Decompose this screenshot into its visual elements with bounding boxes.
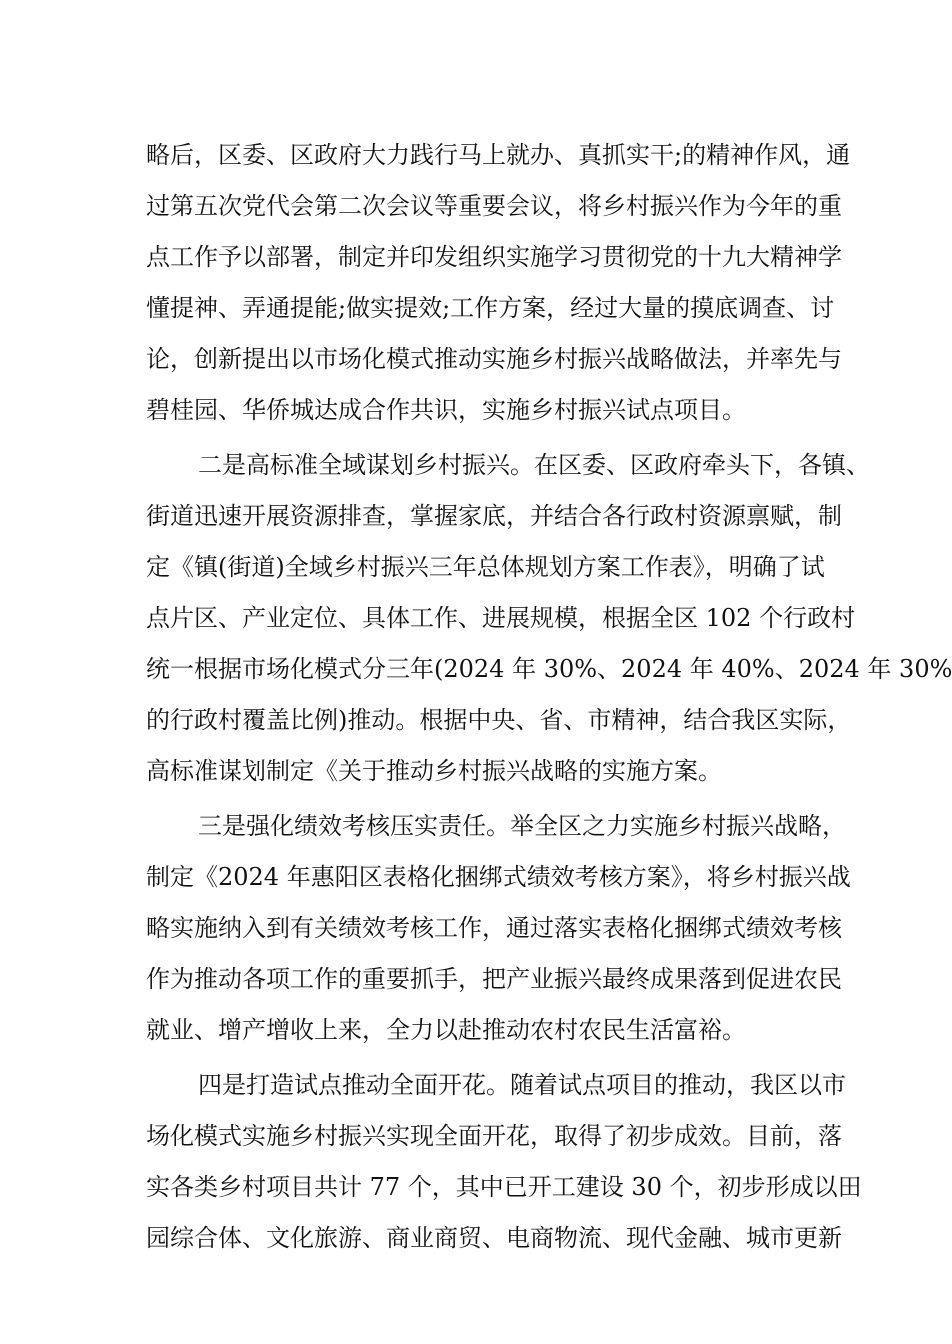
text-line: 高标准谋划制定《关于推动乡村振兴战略的实施方案。	[146, 757, 722, 785]
text-line: 碧桂园、华侨城达成合作共识，实施乡村振兴试点项目。	[146, 396, 746, 424]
text-line: 点片区、产业定位、具体工作、进展规模，根据全区 102 个行政村	[146, 604, 856, 632]
text-line: 略后，区委、区政府大力践行马上就办、真抓实干;的精神作风，通	[146, 141, 851, 169]
text-line: 实各类乡村项目共计 77 个，其中已开工建设 30 个，初步形成以田	[146, 1173, 862, 1201]
paragraph-3	[146, 801, 851, 1056]
text-line: 园综合体、文化旅游、商业商贸、电商物流、现代金融、城市更新	[146, 1224, 842, 1252]
text-line: 过第五次党代会第二次会议等重要会议，将乡村振兴作为今年的重	[146, 192, 842, 220]
document-body	[146, 130, 952, 1264]
text-line: 定《镇(街道)全域乡村振兴三年总体规划方案工作表》，明确了试	[146, 553, 825, 581]
paragraph-1	[146, 130, 851, 436]
text-line: 统一根据市场化模式分三年(2024 年 30%、2024 年 40%、2024 年 30%	[146, 655, 952, 683]
text-line: 二是高标准全域谋划乡村振兴。在区委、区政府牵头下，各镇、	[198, 451, 870, 479]
paragraph-4	[146, 1060, 862, 1264]
text-line: 略实施纳入到有关绩效考核工作，通过落实表格化捆绑式绩效考核	[146, 914, 842, 942]
text-line: 制定《2024 年惠阳区表格化捆绑式绩效考核方案》，将乡村振兴战	[146, 863, 851, 891]
text-line: 街道迅速开展资源排查，掌握家底，并结合各行政村资源禀赋，制	[146, 502, 842, 530]
text-line: 场化模式实施乡村振兴实现全面开花，取得了初步成效。目前，落	[146, 1122, 842, 1150]
text-line: 就业、增产增收上来，全力以赴推动农村农民生活富裕。	[146, 1016, 746, 1044]
text-line: 点工作予以部署，制定并印发组织实施学习贯彻党的十九大精神学	[146, 243, 842, 271]
text-line: 论，创新提出以市场化模式推动实施乡村振兴战略做法，并率先与	[146, 345, 842, 373]
text-line: 懂提神、弄通提能;做实提效;工作方案，经过大量的摸底调查、讨	[146, 294, 835, 322]
paragraph-2	[146, 440, 952, 797]
text-line: 三是强化绩效考核压实责任。举全区之力实施乡村振兴战略，	[198, 812, 846, 840]
text-line: 的行政村覆盖比例)推动。根据中央、省、市精神，结合我区实际，	[146, 706, 852, 734]
text-line: 四是打造试点推动全面开花。随着试点项目的推动，我区以市	[198, 1071, 846, 1099]
text-line: 作为推动各项工作的重要抓手，把产业振兴最终成果落到促进农民	[146, 965, 842, 993]
